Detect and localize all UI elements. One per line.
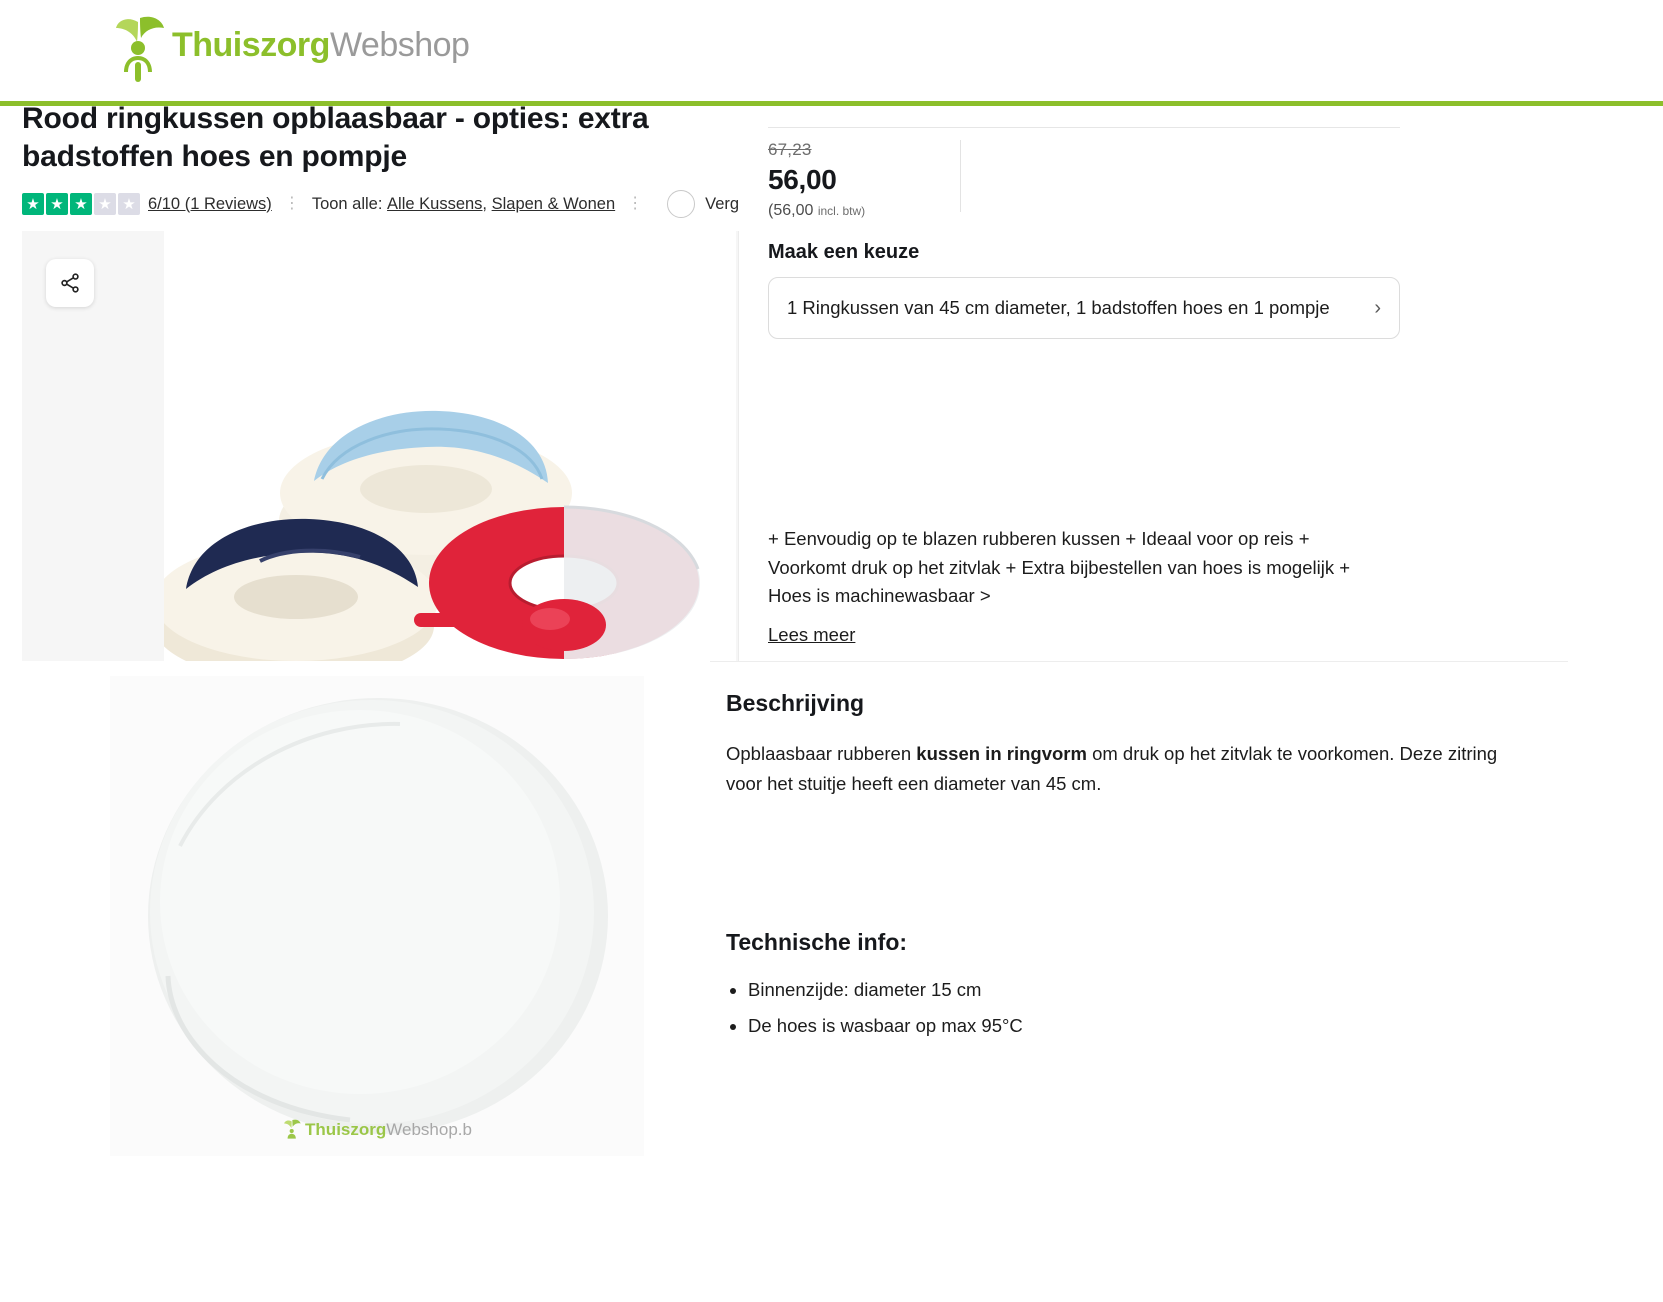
image-watermark <box>282 1118 472 1142</box>
compare-checkbox[interactable] <box>667 190 695 218</box>
technical-heading: Technische info: <box>726 928 908 955</box>
meta-separator-1: ⋮ <box>283 195 300 213</box>
product-title-block <box>22 100 782 218</box>
page-title: Rood ringkussen opblaasbaar - opties: extra badstoffen hoes en pompje <box>22 102 649 174</box>
usp-text: + Eenvoudig op te blazen rubberen kussen + Ideaal voor op reis + Voorkomt druk op het zitvlak + Extra bijbestellen van hoes is mogelijk + Hoes is machinewasbaar > <box>768 528 1351 607</box>
description-heading: Beschrijving <box>726 690 865 716</box>
reviews-link[interactable]: 6/10 (1 Reviews) <box>148 194 272 213</box>
logo-text-primary: Thuiszorg <box>172 26 330 64</box>
star-5: ★ <box>118 193 140 215</box>
compare-label: Verg <box>705 194 740 213</box>
price-incl-value: (56,00 <box>768 202 814 219</box>
section-divider <box>710 661 1568 662</box>
product-meta-row <box>22 190 782 218</box>
watermark-text-secondary: Webshop <box>386 1120 458 1139</box>
price-current: 56,00 <box>768 164 837 195</box>
read-more-link[interactable]: Lees meer <box>768 624 856 646</box>
site-header <box>0 0 1663 103</box>
list-item: • De hoes is wasbaar op max 95°C <box>748 1008 1566 1044</box>
watermark-text <box>305 1120 472 1140</box>
star-2: ★ <box>46 193 68 215</box>
watermark-suffix: .b <box>457 1120 472 1139</box>
site-logo[interactable] <box>110 12 469 82</box>
category-link-kussens[interactable]: Alle Kussens, <box>387 194 488 213</box>
description-part-2: om druk op het zitvlak te voorkomen. Deze zitring voor het stuitje heeft een diameter van 45 cm. <box>726 743 1498 794</box>
leaf-person-logo-icon <box>110 12 168 82</box>
variant-select[interactable] <box>768 277 1400 339</box>
category-link-slapen-wonen[interactable]: Slapen & Wonen <box>491 194 616 213</box>
price-block <box>768 140 1188 220</box>
price-old: 67,23 <box>768 140 812 159</box>
list-item: • Binnenzijde: diameter 15 cm <box>748 972 1566 1008</box>
star-4: ★ <box>94 193 116 215</box>
column-divider <box>738 231 739 661</box>
watermark-text-primary: Thuiszorg <box>305 1120 387 1139</box>
description-section <box>726 690 1566 1044</box>
logo-text-secondary: Webshop <box>329 26 470 64</box>
product-photo-pillows <box>164 231 736 661</box>
price-top-divider <box>768 127 1400 128</box>
share-icon[interactable] <box>46 259 94 307</box>
variant-select-value: 1 Ringkussen van 45 cm diameter, 1 badstoffen hoes en 1 pompje <box>787 296 1330 318</box>
price-vertical-divider <box>960 140 961 212</box>
choice-heading: Maak een keuze <box>768 241 920 263</box>
rating-stars <box>22 193 140 215</box>
star-3: ★ <box>70 193 92 215</box>
price-including-vat <box>768 202 1188 220</box>
star-1: ★ <box>22 193 44 215</box>
product-secondary-image[interactable] <box>110 676 644 1156</box>
logo-wordmark <box>172 28 469 66</box>
description-body <box>726 739 1538 799</box>
show-all-label: Toon alle: <box>311 194 383 213</box>
price-incl-label: incl. btw) <box>817 204 866 218</box>
meta-separator-2: ⋮ <box>627 195 644 213</box>
watermark-leaf-icon <box>282 1118 302 1142</box>
product-main-image[interactable] <box>22 231 738 661</box>
technical-list <box>726 972 1566 1044</box>
description-bold: kussen in ringvorm <box>916 743 1087 764</box>
description-part-1: Opblaasbaar rubberen <box>726 743 917 764</box>
chevron-right-icon: › <box>1374 297 1381 319</box>
usp-block <box>768 525 1388 650</box>
